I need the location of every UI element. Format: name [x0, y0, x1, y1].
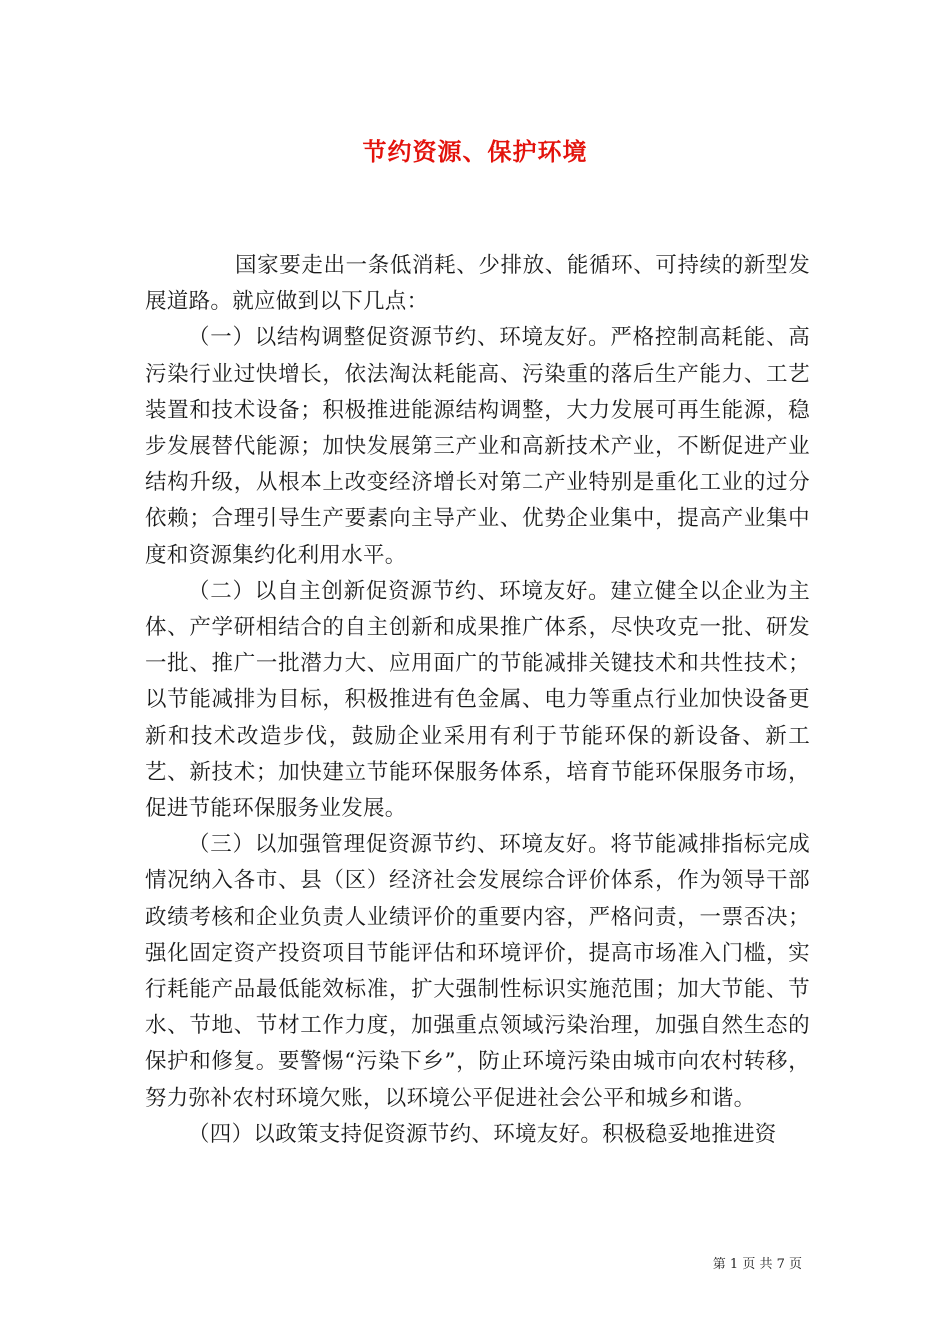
paragraph-1: （一）以结构调整促资源节约、环境友好。严格控制高耗能、高污染行业过快增长，依法淘汰耗能高、污染重的落后生产能力、工艺装置和技术设备；积极推进能源结构调整，大力发展可再生能源，稳步发展替代能源；加快发展第三产业和高新技术产业，不断促进产业结构升级，从根本上改变经济增长对第二产业特别是重化工业的过分依赖；合理引导生产要素向主导产业、优势企业集中，提高产业集中度和资源集约化利用水平。 — [145, 325, 810, 568]
page-number: 第 1 页 共 7 页 — [712, 1257, 802, 1272]
paragraph-intro: 国家要走出一条低消耗、少排放、能循环、可持续的新型发展道路。就应做到以下几点： — [145, 253, 810, 315]
document-title: 节约资源、保护环境 — [362, 138, 588, 166]
paragraph-4: （四）以政策支持促资源节约、环境友好。积极稳妥地推进资 — [188, 1121, 777, 1147]
document-body — [145, 248, 810, 1153]
paragraph-2: （二）以自主创新促资源节约、环境友好。建立健全以企业为主体、产学研相结合的自主创新和成果推广体系，尽快攻克一批、研发一批、推广一批潜力大、应用面广的节能减排关键技术和共性技术；以节能减排为目标，积极推进有色金属、电力等重点行业加快设备更新和技术改造步伐，鼓励企业采用有利于节能环保的新设备、新工艺、新技术；加快建立节能环保服务体系，培育节能环保服务市场，促进节能环保服务业发展。 — [145, 578, 810, 822]
paragraph-3: （三）以加强管理促资源节约、环境友好。将节能减排指标完成情况纳入各市、县（区）经济社会发展综合评价体系，作为领导干部政绩考核和企业负责人业绩评价的重要内容，严格问责，一票否决；强化固定资产投资项目节能评估和环境评价，提高市场准入门槛，实行耗能产品最低能效标准，扩大强制性标识实施范围；加大节能、节水、节地、节材工作力度，加强重点领域污染治理，加强自然生态的保护和修复。要警惕“污染下乡”，防止环境污染由城市向农村转移，努力弥补农村环境欠账，以环境公平促进社会公平和城乡和谐。 — [145, 832, 810, 1111]
